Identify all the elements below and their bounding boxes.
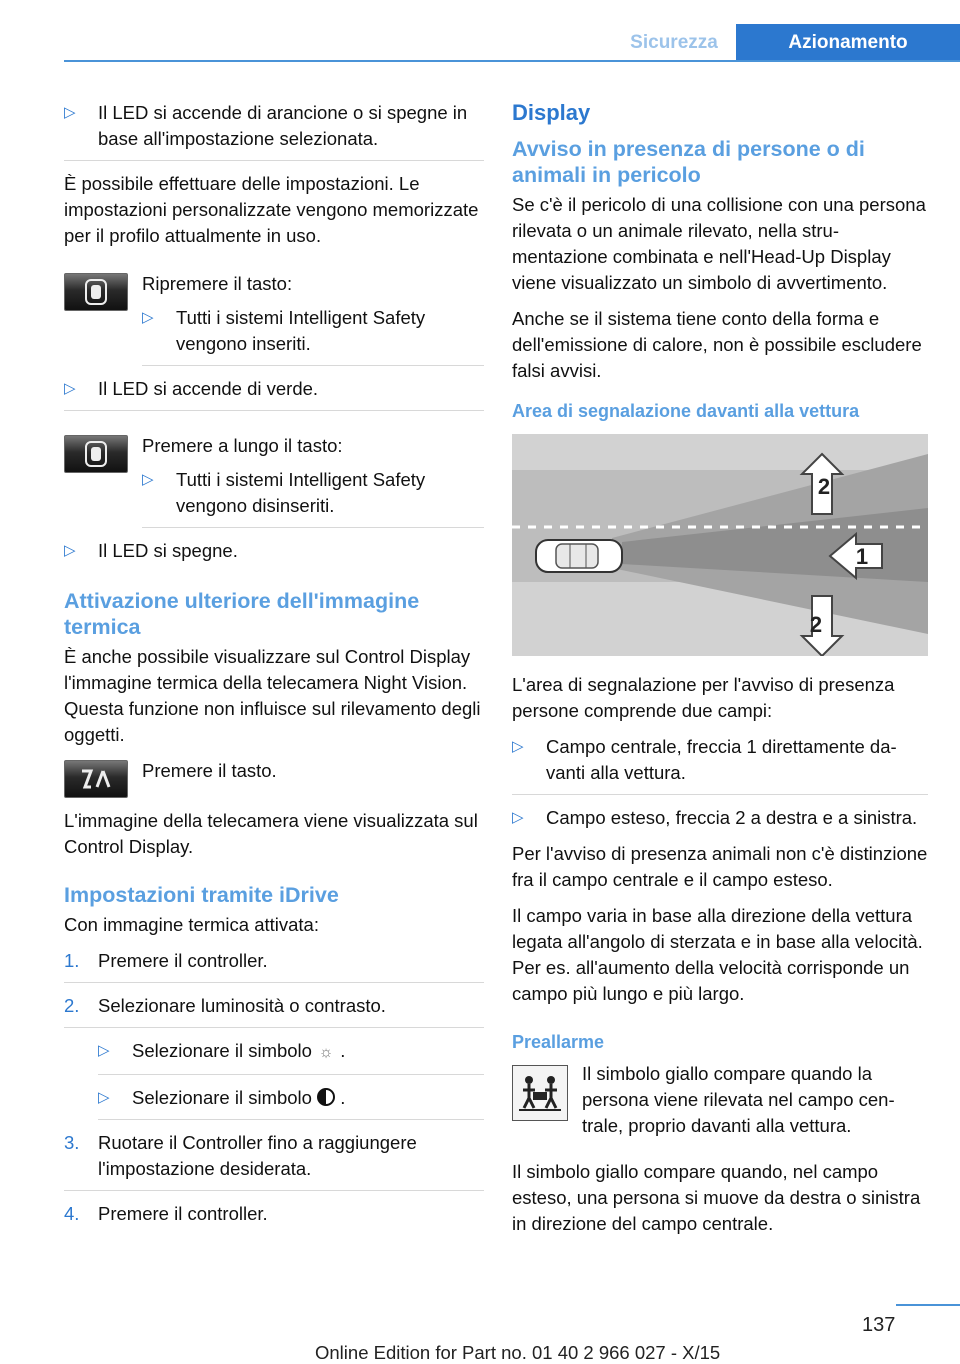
footer-rule <box>896 1304 960 1306</box>
substep-end: . <box>340 1040 346 1061</box>
press-button-text: Premere il tasto. <box>142 760 277 781</box>
brightness-icon: ☼ <box>318 1044 334 1061</box>
bullet-icon: ▷ <box>512 809 524 826</box>
all-off-text: Tutti i sistemi Intelligent Safety vengono disinseriti. <box>176 469 426 516</box>
press-button-block <box>64 758 484 798</box>
animals-paragraph: Per l'avviso di presenza animali non c'è distinzione fra il campo centrale e il campo esteso. <box>512 843 928 890</box>
list-item <box>64 100 484 161</box>
substep-contrast <box>98 1085 484 1120</box>
field-varies-paragraph: Il campo varia in base alla direzione della vettura legata all'angolo di sterzata e in base alla velocità. Per es. all'aumento della velocità corrisponde un campo più lungo e più largo. <box>512 905 923 1004</box>
step-number: 3. <box>64 1132 80 1153</box>
activation-heading: Attivazione ulteriore dell'immagine termica <box>64 589 420 639</box>
substep-end: . <box>340 1087 346 1108</box>
arrow-2-top-label: 2 <box>817 474 831 499</box>
list-item <box>142 305 484 366</box>
bullet-icon: ▷ <box>98 1042 110 1059</box>
night-vision-button-icon <box>64 760 128 798</box>
car-safety-button-icon <box>64 273 128 311</box>
bullet-icon: ▷ <box>142 309 154 326</box>
prealarm-block <box>512 1061 928 1149</box>
bullet-icon: ▷ <box>64 542 76 559</box>
all-on-text: Tutti i sistemi Intelligent Safety vengono inseriti. <box>176 307 426 354</box>
step-number: 4. <box>64 1203 80 1224</box>
step-3 <box>64 1130 484 1191</box>
car-icon <box>536 540 622 572</box>
list-item <box>142 467 484 528</box>
led-orange-text: Il LED si accende di arancione o si spegne in base all'impostazione selezionata. <box>98 102 468 149</box>
area-paragraph: L'area di segnalazione per l'avviso di presenza persone comprende due campi: <box>512 674 895 721</box>
contrast-icon <box>317 1088 335 1106</box>
page-number: 137 <box>862 1314 896 1336</box>
substep-brightness <box>98 1038 484 1075</box>
arrow-2-bottom-label: 2 <box>809 612 823 637</box>
step-number: 1. <box>64 950 80 971</box>
field-wide-text: Campo esteso, freccia 2 a destra e a sinistra. <box>546 807 918 828</box>
bullet-icon: ▷ <box>64 380 76 397</box>
press-long-block <box>64 433 484 528</box>
idrive-intro: Con immagine termica attivata: <box>64 914 319 935</box>
press-again-text: Ripremere il tasto: <box>142 273 293 294</box>
settings-paragraph: È possibile effettuare delle impostazioni. Le impostazioni personalizzate vengono memorizzate per il profilo attualmente in uso. <box>64 173 479 246</box>
prealarm-symbol-text: Il simbolo giallo compare quando la persona viene rilevata nel campo centrale, proprio davanti alla vettura. <box>582 1063 895 1136</box>
tab-azionamento[interactable]: Azionamento <box>736 24 960 62</box>
list-item <box>64 538 484 564</box>
area-heading: Area di segnalazione davanti alla vettura <box>512 401 860 421</box>
right-column <box>512 100 928 1247</box>
field-central-text: Campo centrale, freccia 1 direttamente davanti alla vettura. <box>546 736 897 783</box>
header-rule <box>64 60 960 62</box>
car-safety-button-icon <box>64 435 128 473</box>
display-heading: Display <box>512 100 591 125</box>
step-text: Ruotare il Controller fino a raggiungere l'impostazione desiderata. <box>98 1132 417 1179</box>
warning-heading: Avviso in presenza di persone o di animali in pericolo <box>512 137 865 187</box>
bullet-icon: ▷ <box>98 1089 110 1106</box>
step-4 <box>64 1201 484 1227</box>
pedestrian-warning-icon <box>512 1065 568 1121</box>
tab-sicurezza[interactable]: Sicurezza <box>612 24 736 62</box>
image-shown-paragraph: L'immagine della telecamera viene visualizzata sul Control Display. <box>64 810 478 857</box>
prealarm-heading: Preallarme <box>512 1032 605 1052</box>
warning-paragraph-2: Anche se il sistema tiene conto della forma e dell'emissione di calore, non è possibile escludere falsi avvisi. <box>512 308 922 381</box>
warning-paragraph-1: Se c'è il pericolo di una collisione con una persona rilevata o un animale rilevato, nella strumentazione combinata e nell'Head-Up Display viene visualizzato un simbolo di avvertimento. <box>512 194 926 293</box>
left-column <box>64 100 484 1237</box>
prealarm-paragraph: Il simbolo giallo compare quando, nel campo esteso, una persona si muove da destra o sinistra in direzione del campo centrale. <box>512 1161 921 1234</box>
step-text: Selezionare luminosità o contrasto. <box>98 995 386 1016</box>
list-item <box>64 376 484 411</box>
idrive-heading: Impostazioni tramite iDrive <box>64 883 339 907</box>
substep-text: Selezionare il simbolo <box>132 1040 312 1061</box>
bullet-icon: ▷ <box>512 738 524 755</box>
substep-text-wrap <box>132 1038 484 1066</box>
list-item <box>512 734 928 795</box>
step-number: 2. <box>64 995 80 1016</box>
substep-text-wrap <box>132 1085 484 1111</box>
led-off-text: Il LED si spegne. <box>98 540 238 561</box>
press-long-text: Premere a lungo il tasto: <box>142 435 343 456</box>
step-1 <box>64 948 484 983</box>
edition-footer: Online Edition for Part no. 01 40 2 966 027 - X/15 <box>315 1342 721 1363</box>
arrow-1-label: 1 <box>855 544 869 569</box>
step-text: Premere il controller. <box>98 950 268 971</box>
bullet-icon: ▷ <box>142 471 154 488</box>
list-item <box>512 805 928 831</box>
step-2 <box>64 993 484 1028</box>
bullet-icon: ▷ <box>64 104 76 121</box>
substep-text: Selezionare il simbolo <box>132 1087 312 1108</box>
step-text: Premere il controller. <box>98 1203 268 1224</box>
press-again-block <box>64 271 484 366</box>
led-green-text: Il LED si accende di verde. <box>98 378 319 399</box>
activation-paragraph: È anche possibile visualizzare sul Control Display l'immagine termica della telecamera Night Vision. Questa funzione non influisce sul rilevamento degli oggetti. <box>64 646 481 745</box>
warning-area-diagram <box>512 434 928 656</box>
